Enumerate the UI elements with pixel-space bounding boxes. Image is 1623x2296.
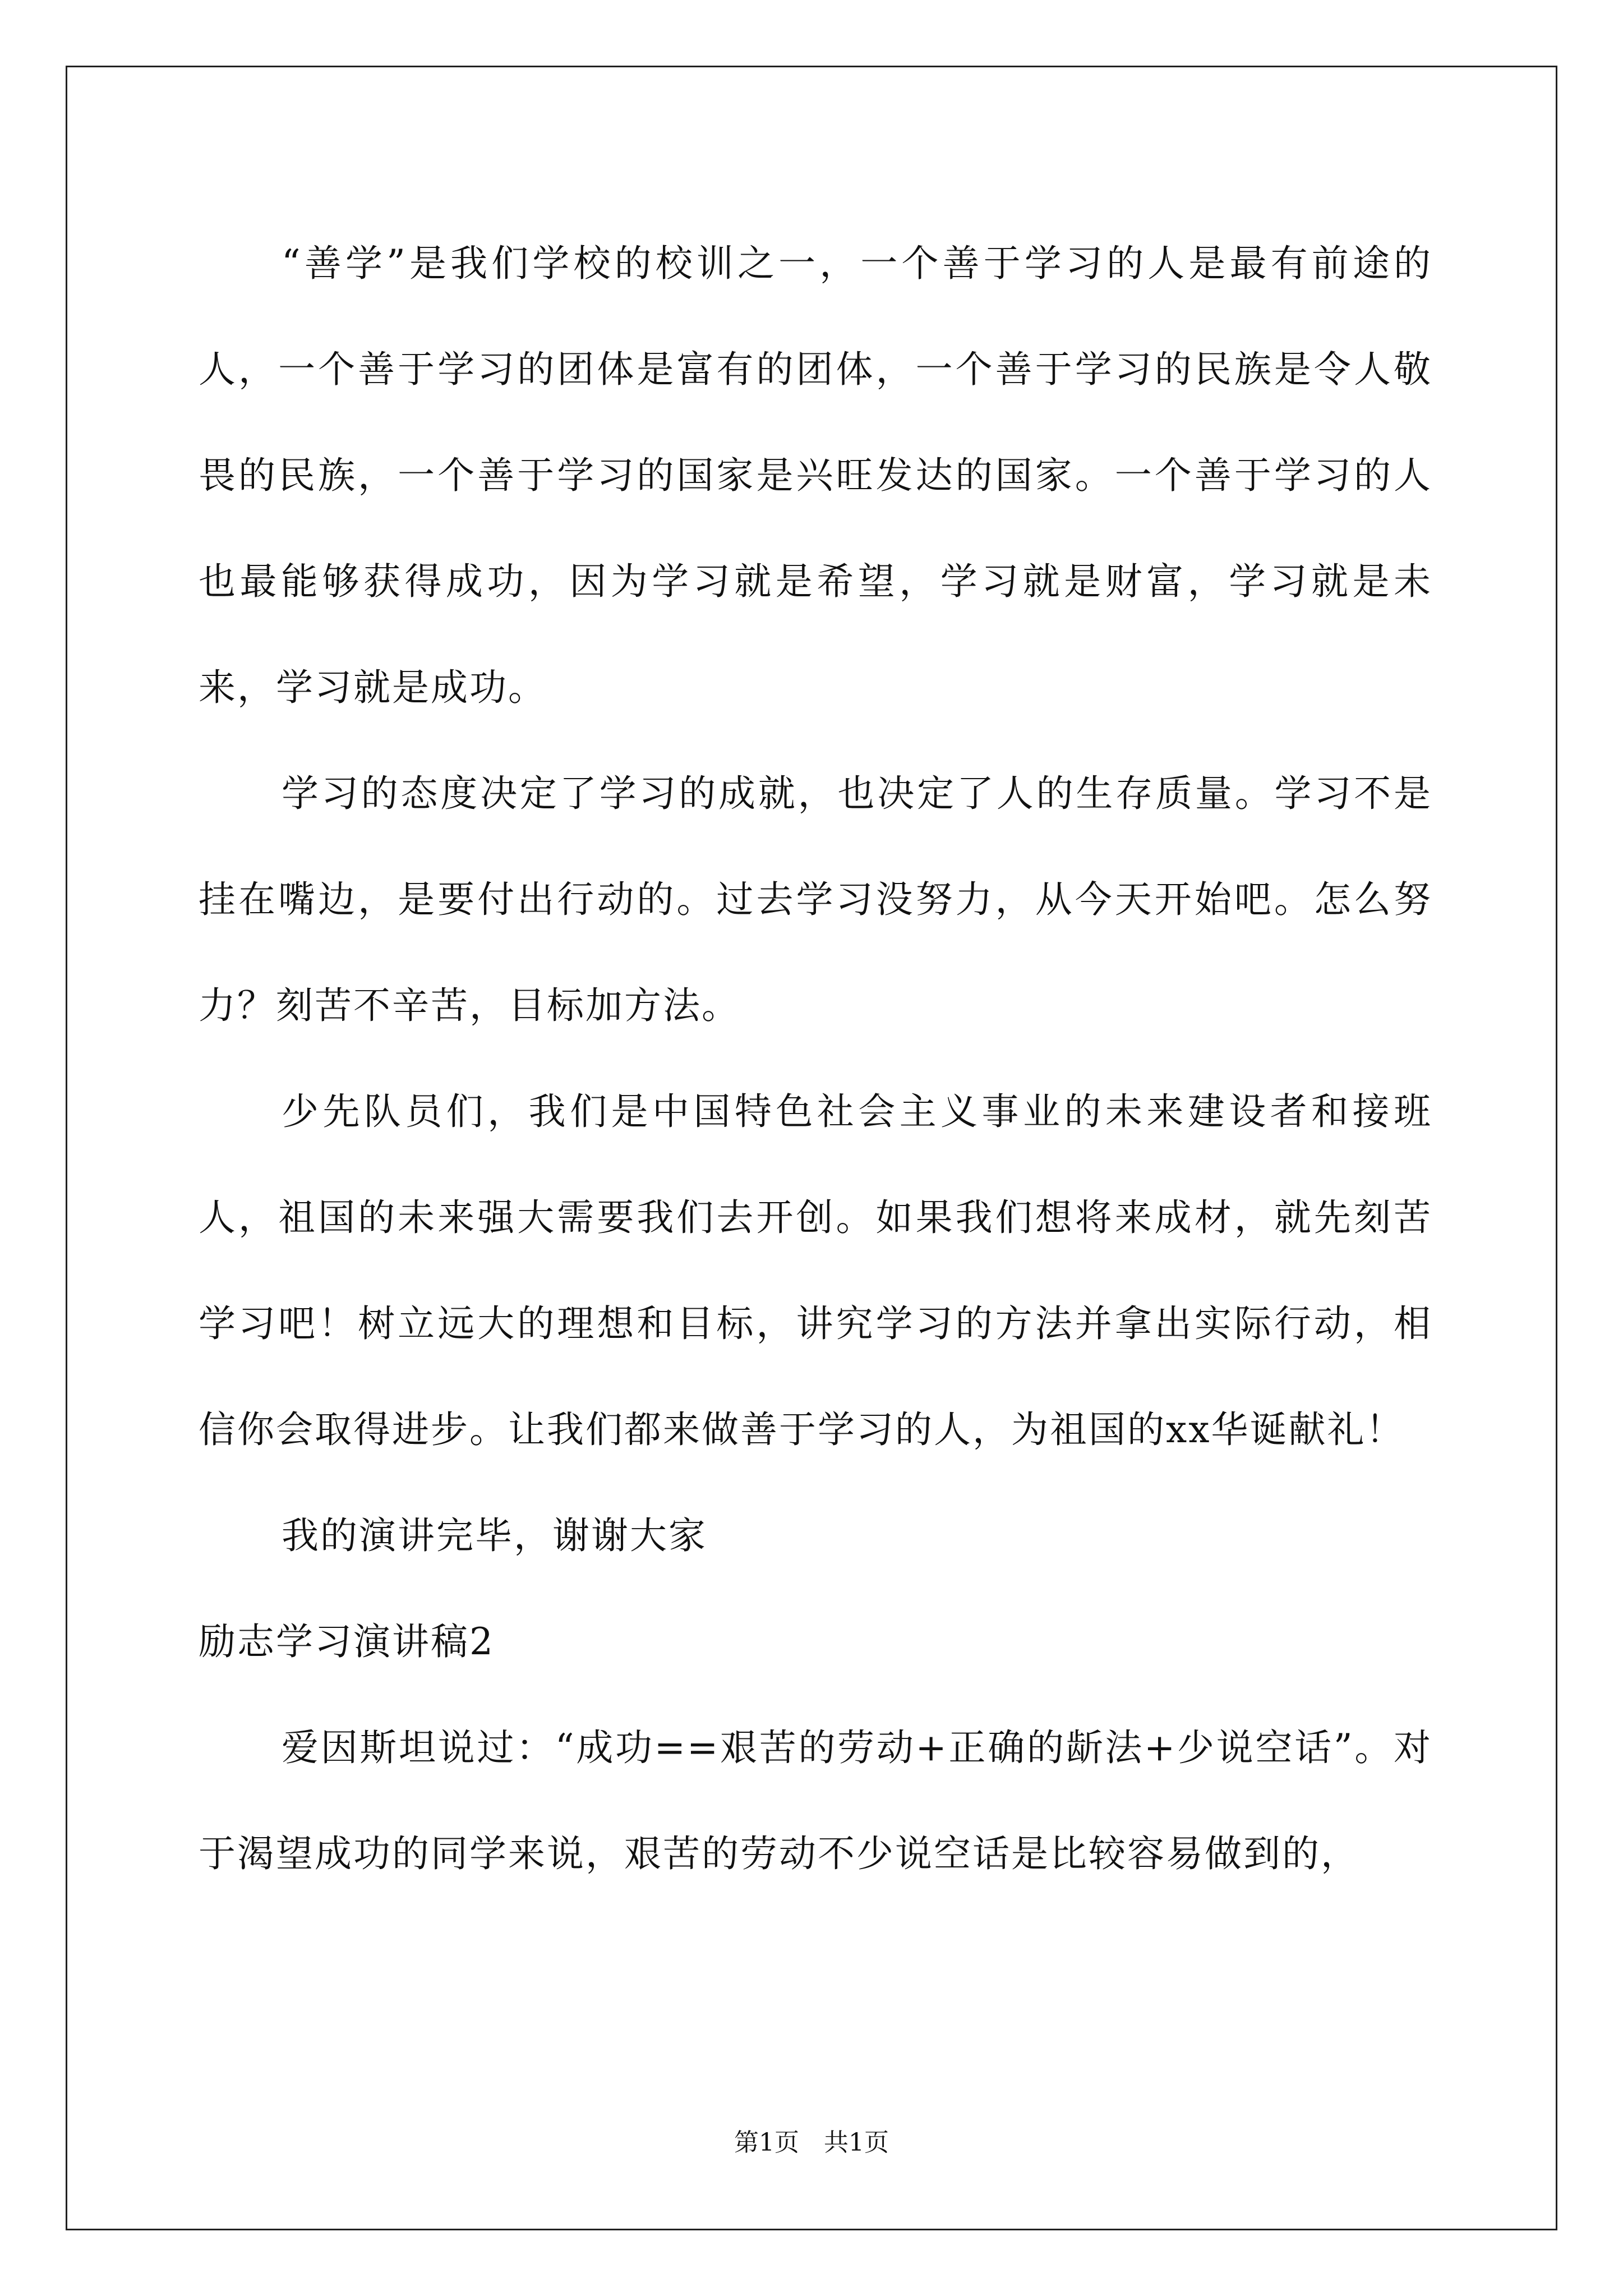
section-heading: 励志学习演讲稿2 [199, 1620, 495, 1663]
paragraph-2: 学习的态度决定了学习的成就，也决定了人的生存质量。学习不是挂在嘴边，是要付出行动的。过去学习没努力，从今天开始吧。怎么努力？刻苦不辛苦，目标加方法。 [199, 772, 1432, 1027]
document-body [199, 210, 1432, 1907]
page-footer: 第1页 共1页 [734, 2128, 889, 2157]
paragraph-3: 少先队员们，我们是中国特色社会主义事业的未来建设者和接班人，祖国的未来强大需要我们去开创。如果我们想将来成材，就先刻苦学习吧！树立远大的理想和目标，讲究学习的方法并拿出实际行动，相信你会取得进步。让我们都来做善于学习的人，为祖国的xx华诞献礼！ [199, 1090, 1432, 1451]
paragraph-4: 我的演讲完毕，谢谢大家 [282, 1514, 707, 1557]
paragraph-5: 爱因斯坦说过：“成功==艰苦的劳动+正确的龂法+少说空话”。对于渴望成功的同学来说，艰苦的劳动不少说空话是比较容易做到的， [199, 1726, 1432, 1875]
paragraph-1: “善学”是我们学校的校训之一，一个善于学习的人是最有前途的人，一个善于学习的团体是富有的团体，一个善于学习的民族是令人敬畏的民族，一个善于学习的国家是兴旺发达的国家。一个善于学习的人也最能够获得成功，因为学习就是希望，学习就是财富，学习就是未来，学习就是成功。 [199, 242, 1432, 709]
